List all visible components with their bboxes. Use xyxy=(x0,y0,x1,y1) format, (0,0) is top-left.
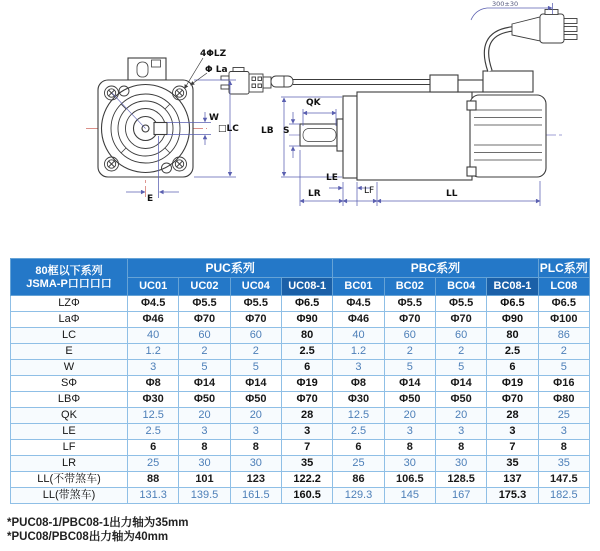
table-cell: 131.3 xyxy=(128,488,179,504)
table-cell: 182.5 xyxy=(538,488,589,504)
table-cell: 80 xyxy=(487,328,538,344)
cable-gland xyxy=(430,75,458,92)
table-cell: 167 xyxy=(435,488,486,504)
row-label: LL(带煞车) xyxy=(11,488,128,504)
motor-body xyxy=(357,92,472,180)
table-cell: 2 xyxy=(538,344,589,360)
table-cell: 60 xyxy=(384,328,435,344)
table-cell: 7 xyxy=(487,440,538,456)
table-cell: Φ5.5 xyxy=(435,296,486,312)
row-label: W xyxy=(11,360,128,376)
table-cell: 6 xyxy=(487,360,538,376)
table-cell: 6 xyxy=(333,440,384,456)
table-cell: 60 xyxy=(435,328,486,344)
table-cell: 8 xyxy=(435,440,486,456)
column-header-uc02: UC02 xyxy=(179,278,230,296)
table-cell: 3 xyxy=(128,360,179,376)
table-cell: Φ14 xyxy=(230,376,281,392)
table-cell: Φ5.5 xyxy=(230,296,281,312)
motor-dimension-drawing xyxy=(0,0,600,245)
table-cell: 40 xyxy=(333,328,384,344)
table-cell: 5 xyxy=(435,360,486,376)
table-cell: Φ70 xyxy=(179,312,230,328)
table-cell: 25 xyxy=(333,456,384,472)
table-cell: Φ5.5 xyxy=(384,296,435,312)
spec-table xyxy=(10,258,590,504)
table-row xyxy=(11,424,590,440)
table-cell: 30 xyxy=(384,456,435,472)
front-view xyxy=(98,58,193,177)
table-cell: 2 xyxy=(230,344,281,360)
column-header-bc04: BC04 xyxy=(435,278,486,296)
table-cell: Φ4.5 xyxy=(333,296,384,312)
table-cell: Φ46 xyxy=(128,312,179,328)
dim-label-la: Φ La xyxy=(205,65,228,75)
table-cell: 2 xyxy=(179,344,230,360)
column-header-bc01: BC01 xyxy=(333,278,384,296)
table-cell: Φ19 xyxy=(281,376,332,392)
table-cell: 137 xyxy=(487,472,538,488)
table-cell: 2.5 xyxy=(128,424,179,440)
table-cell: 106.5 xyxy=(384,472,435,488)
table-cell: 28 xyxy=(281,408,332,424)
table-cell: 5 xyxy=(384,360,435,376)
dim-label-lc: □LC xyxy=(218,124,239,134)
table-cell: 3 xyxy=(230,424,281,440)
table-cell: 25 xyxy=(538,408,589,424)
table-cell: 6 xyxy=(281,360,332,376)
row-label: LE xyxy=(11,424,128,440)
table-cell: 88 xyxy=(128,472,179,488)
table-cell: 30 xyxy=(179,456,230,472)
table-cell: Φ50 xyxy=(179,392,230,408)
table-cell: 2 xyxy=(435,344,486,360)
shaft-key xyxy=(154,123,167,135)
table-cell: 5 xyxy=(538,360,589,376)
encoder-connector-icon xyxy=(221,68,293,95)
table-row xyxy=(11,392,590,408)
dim-label-le: LE xyxy=(326,173,338,183)
table-cell: 5 xyxy=(230,360,281,376)
table-cell: 20 xyxy=(384,408,435,424)
table-cell: 129.3 xyxy=(333,488,384,504)
dim-label-e: E xyxy=(147,194,154,204)
table-cell: Φ50 xyxy=(435,392,486,408)
table-cell: Φ30 xyxy=(333,392,384,408)
table-cell: 145 xyxy=(384,488,435,504)
table-cell: 8 xyxy=(230,440,281,456)
table-cell: 60 xyxy=(179,328,230,344)
table-cell: 2.5 xyxy=(281,344,332,360)
table-cell: 139.5 xyxy=(179,488,230,504)
table-cell: Φ100 xyxy=(538,312,589,328)
table-cell: Φ70 xyxy=(487,392,538,408)
table-cell: 25 xyxy=(128,456,179,472)
table-cell: 3 xyxy=(333,360,384,376)
table-cell: 86 xyxy=(333,472,384,488)
table-cell: Φ70 xyxy=(384,312,435,328)
dim-label-cable-length: 300±30 xyxy=(492,0,519,8)
table-cell: 35 xyxy=(487,456,538,472)
flange-side xyxy=(343,96,357,178)
table-cell: Φ16 xyxy=(538,376,589,392)
table-row xyxy=(11,312,590,328)
table-row xyxy=(11,360,590,376)
table-cell: 3 xyxy=(384,424,435,440)
table-row xyxy=(11,376,590,392)
column-header-bc02: BC02 xyxy=(384,278,435,296)
shaft xyxy=(300,124,337,146)
power-cable xyxy=(486,29,512,71)
table-cell: 1.2 xyxy=(128,344,179,360)
column-header-uc01: UC01 xyxy=(128,278,179,296)
table-cell: 2.5 xyxy=(333,424,384,440)
table-cell: 40 xyxy=(128,328,179,344)
table-cell: 123 xyxy=(230,472,281,488)
table-row xyxy=(11,344,590,360)
table-cell: 86 xyxy=(538,328,589,344)
table-cell: 5 xyxy=(179,360,230,376)
power-connector-icon xyxy=(512,10,577,44)
table-cell: Φ8 xyxy=(128,376,179,392)
dim-label-lb: LB xyxy=(261,126,274,136)
table-cell: 28 xyxy=(487,408,538,424)
table-row xyxy=(11,296,590,312)
dim-label-w: W xyxy=(209,113,219,123)
row-label: E xyxy=(11,344,128,360)
table-cell: 3 xyxy=(281,424,332,440)
table-cell: Φ50 xyxy=(230,392,281,408)
table-cell: 12.5 xyxy=(333,408,384,424)
table-cell: 3 xyxy=(487,424,538,440)
table-cell: 12.5 xyxy=(128,408,179,424)
table-cell: 3 xyxy=(179,424,230,440)
table-cell: Φ80 xyxy=(538,392,589,408)
footnote-1: *PUC08-1/PBC08-1出力轴为35mm xyxy=(7,517,189,529)
table-cell: 20 xyxy=(179,408,230,424)
table-cell: 161.5 xyxy=(230,488,281,504)
table-cell: 101 xyxy=(179,472,230,488)
table-cell: 8 xyxy=(384,440,435,456)
table-cell: 3 xyxy=(435,424,486,440)
table-cell: 35 xyxy=(538,456,589,472)
table-cell: 3 xyxy=(538,424,589,440)
table-corner-header: 80框以下系列 JSMA-P口口口口 xyxy=(11,259,128,296)
row-label: LC xyxy=(11,328,128,344)
row-label: QK xyxy=(11,408,128,424)
table-cell: 80 xyxy=(281,328,332,344)
footnote-2: *PUC08/PBC08出力轴为40mm xyxy=(7,531,169,543)
table-cell: 20 xyxy=(435,408,486,424)
table-cell: Φ70 xyxy=(281,392,332,408)
table-row xyxy=(11,328,590,344)
table-cell: Φ70 xyxy=(435,312,486,328)
side-view xyxy=(221,10,577,181)
column-header-bc08-1: BC08-1 xyxy=(487,278,538,296)
table-cell: Φ14 xyxy=(179,376,230,392)
row-label: LaΦ xyxy=(11,312,128,328)
table-cell: 147.5 xyxy=(538,472,589,488)
table-row xyxy=(11,408,590,424)
dim-label-lf: LF xyxy=(364,186,375,196)
dim-label-4lz: 4ΦLZ xyxy=(200,49,227,59)
row-label: LR xyxy=(11,456,128,472)
table-cell: Φ90 xyxy=(487,312,538,328)
table-cell: 160.5 xyxy=(281,488,332,504)
column-header-uc08-1: UC08-1 xyxy=(281,278,332,296)
encoder-housing xyxy=(470,95,546,177)
table-cell: Φ4.5 xyxy=(128,296,179,312)
table-cell: 8 xyxy=(179,440,230,456)
table-cell: Φ8 xyxy=(333,376,384,392)
table-cell: Φ14 xyxy=(435,376,486,392)
table-cell: 2 xyxy=(384,344,435,360)
series-group-header: PLC系列 xyxy=(538,259,589,278)
table-cell: Φ70 xyxy=(230,312,281,328)
series-group-header: PUC系列 xyxy=(128,259,333,278)
table-cell: 20 xyxy=(230,408,281,424)
table-cell: 30 xyxy=(230,456,281,472)
table-cell: Φ30 xyxy=(128,392,179,408)
table-cell: 122.2 xyxy=(281,472,332,488)
row-label: LBΦ xyxy=(11,392,128,408)
table-cell: Φ46 xyxy=(333,312,384,328)
table-cell: Φ5.5 xyxy=(179,296,230,312)
table-cell: 2.5 xyxy=(487,344,538,360)
table-cell: Φ6.5 xyxy=(538,296,589,312)
table-cell: 35 xyxy=(281,456,332,472)
dim-label-ll: LL xyxy=(446,189,458,199)
table-cell: 8 xyxy=(538,440,589,456)
table-cell: 6 xyxy=(128,440,179,456)
series-group-header: PBC系列 xyxy=(333,259,538,278)
table-row xyxy=(11,488,590,504)
table-cell: Φ6.5 xyxy=(281,296,332,312)
column-header-lc08: LC08 xyxy=(538,278,589,296)
table-cell: 30 xyxy=(435,456,486,472)
table-cell: 175.3 xyxy=(487,488,538,504)
table-cell: Φ14 xyxy=(384,376,435,392)
table-cell: Φ6.5 xyxy=(487,296,538,312)
row-label: LF xyxy=(11,440,128,456)
table-cell: 1.2 xyxy=(333,344,384,360)
footnotes xyxy=(7,516,189,544)
terminal-block xyxy=(483,71,533,92)
table-cell: Φ19 xyxy=(487,376,538,392)
table-row xyxy=(11,472,590,488)
table-cell: Φ90 xyxy=(281,312,332,328)
dim-label-s: S xyxy=(283,126,290,136)
row-label: LZΦ xyxy=(11,296,128,312)
row-label: SΦ xyxy=(11,376,128,392)
dim-label-lr: LR xyxy=(308,189,321,199)
table-cell: Φ50 xyxy=(384,392,435,408)
row-label: LL(不带煞车) xyxy=(11,472,128,488)
table-row xyxy=(11,456,590,472)
table-cell: 7 xyxy=(281,440,332,456)
table-cell: 60 xyxy=(230,328,281,344)
table-cell: 128.5 xyxy=(435,472,486,488)
column-header-uc04: UC04 xyxy=(230,278,281,296)
dim-label-qk: QK xyxy=(306,98,321,108)
table-row xyxy=(11,440,590,456)
